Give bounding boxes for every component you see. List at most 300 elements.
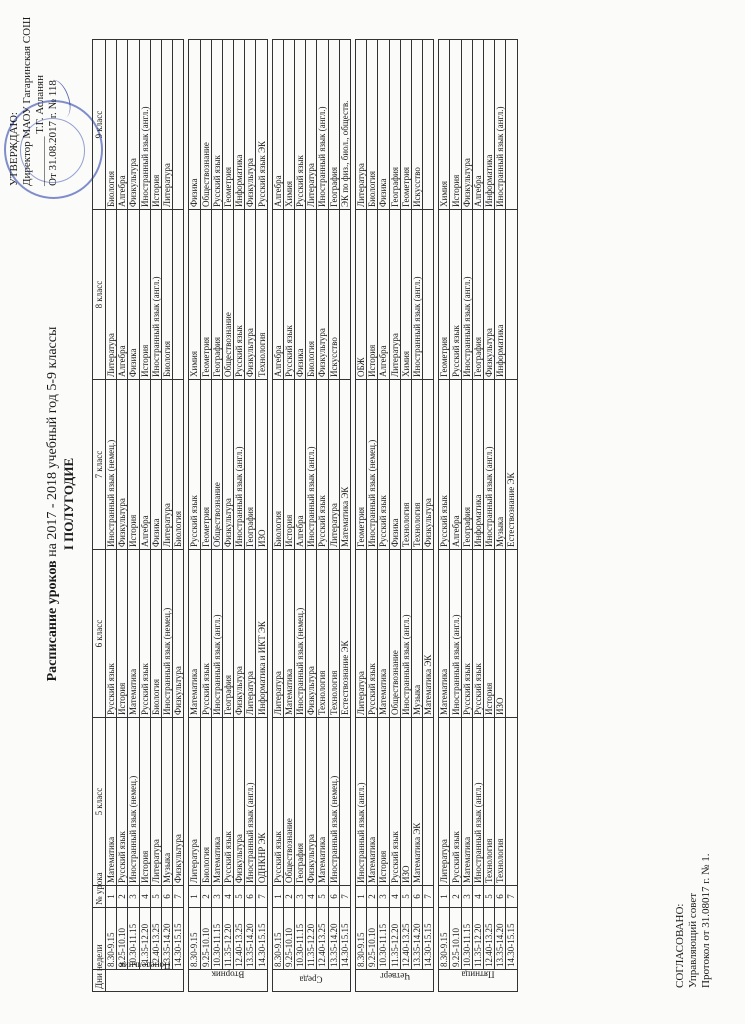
lesson-time: 12.40-13.25: [150, 908, 161, 970]
grade-5-subject: Русский язык: [389, 718, 400, 886]
lesson-time: 11.35-12.20: [139, 908, 150, 970]
grade-5-subject: Иностранный язык (англ.): [472, 718, 483, 886]
grade-5-subject: Технология: [484, 718, 495, 886]
grade-9-subject: Алгебра: [117, 40, 128, 210]
grade-7-subject: Русский язык: [317, 380, 328, 550]
table-row: [317, 40, 328, 992]
grade-8-subject: [506, 210, 517, 380]
grade-9-subject: Иностранный язык (англ.): [317, 40, 328, 210]
lesson-number: 2: [200, 886, 211, 908]
grade-9-subject: ЭК по физ., биол., обществ.: [339, 40, 350, 210]
grade-5-subject: Математика: [367, 718, 378, 886]
grade-9-subject: [423, 40, 434, 210]
grade-9-subject: Химия: [283, 40, 294, 210]
header-grade-7: 7 класс: [93, 380, 106, 550]
lesson-time: 14.30-15.15: [423, 908, 434, 970]
lesson-time: 10.30-11.15: [295, 908, 306, 970]
table-row: [161, 40, 172, 992]
grade-5-subject: Иностранный язык (немец.): [128, 718, 139, 886]
grade-7-subject: История: [128, 380, 139, 550]
grade-9-subject: Искусство: [411, 40, 422, 210]
grade-5-subject: Математика ЭК: [411, 718, 422, 886]
table-row: [367, 40, 378, 992]
table-row: [245, 40, 256, 992]
grade-7-subject: Иностранный язык (англ.): [306, 380, 317, 550]
grade-7-subject: Геометрия: [355, 380, 366, 550]
grade-8-subject: Искусство: [328, 210, 339, 380]
grade-6-subject: Русский язык: [139, 550, 150, 718]
grade-8-subject: [173, 210, 184, 380]
grade-8-subject: Физика: [128, 210, 139, 380]
lesson-time: 13.35-14.20: [328, 908, 339, 970]
table-row: [495, 40, 506, 992]
day-name: Пятница: [461, 969, 495, 980]
table-row: [117, 40, 128, 992]
grade-6-subject: Физкультура: [234, 550, 245, 718]
grade-5-subject: История: [378, 718, 389, 886]
grade-9-subject: Физкультура: [128, 40, 139, 210]
grade-5-subject: Обществознание: [283, 718, 294, 886]
lesson-time: 11.35-12.20: [389, 908, 400, 970]
grade-7-subject: Математика ЭК: [339, 380, 350, 550]
lesson-number: 1: [189, 886, 200, 908]
grade-6-subject: Математика: [283, 550, 294, 718]
grade-8-subject: Биология: [161, 210, 172, 380]
grade-9-subject: Алгебра: [472, 40, 483, 210]
grade-7-subject: Технология: [400, 380, 411, 550]
grade-7-subject: Русский язык: [439, 380, 450, 550]
grade-8-subject: Литература: [389, 210, 400, 380]
lesson-time: 14.30-15.15: [256, 908, 267, 970]
grade-6-subject: Естествознание ЭК: [339, 550, 350, 718]
grade-7-subject: История: [283, 380, 294, 550]
lesson-number: 3: [211, 886, 222, 908]
lesson-time: 14.30-15.15: [506, 908, 517, 970]
lesson-time: 8.30-9.15: [355, 908, 366, 970]
header-grade-5: 5 класс: [93, 718, 106, 886]
lesson-number: 1: [355, 886, 366, 908]
grade-9-subject: Обществознание: [200, 40, 211, 210]
grade-9-subject: География: [389, 40, 400, 210]
table-row: [461, 40, 472, 992]
grade-6-subject: Музыка: [411, 550, 422, 718]
table-row: [256, 40, 267, 992]
grade-8-subject: Алгебра: [378, 210, 389, 380]
table-row: [139, 40, 150, 992]
header-grade-8: 8 класс: [93, 210, 106, 380]
lesson-time: 13.35-14.20: [411, 908, 422, 970]
agreed-protocol: Протокол от 31.08017 г. № 1.: [700, 853, 712, 988]
grade-9-subject: Физика: [378, 40, 389, 210]
document-title: [45, 234, 77, 774]
grade-6-subject: Физкультура: [173, 550, 184, 718]
grade-8-subject: Химия: [189, 210, 200, 380]
grade-8-subject: [339, 210, 350, 380]
grade-5-subject: История: [139, 718, 150, 886]
table-row: [200, 40, 211, 992]
table-row: [484, 40, 495, 992]
grade-9-subject: География: [328, 40, 339, 210]
table-row: [355, 40, 366, 992]
grade-6-subject: Иностранный язык (англ.): [450, 550, 461, 718]
approved-block: [8, 17, 60, 186]
lesson-time: 9.25-10.10: [367, 908, 378, 970]
grade-9-subject: История: [450, 40, 461, 210]
grade-7-subject: Музыка: [495, 380, 506, 550]
day-name: Вторник: [211, 969, 245, 980]
grade-8-subject: [423, 210, 434, 380]
grade-6-subject: Иностранный язык (немец.): [295, 550, 306, 718]
grade-9-subject: Русский язык: [295, 40, 306, 210]
lesson-number: 7: [256, 886, 267, 908]
grade-6-subject: Русский язык: [200, 550, 211, 718]
agreed-council: Управляющий совет: [687, 892, 699, 988]
grade-5-subject: Русский язык: [117, 718, 128, 886]
grade-7-subject: Алгебра: [139, 380, 150, 550]
lesson-number: 5: [484, 886, 495, 908]
grade-5-subject: [339, 718, 350, 886]
grade-5-subject: Русский язык: [222, 718, 233, 886]
lesson-time: 10.30-11.15: [128, 908, 139, 970]
lesson-time: 11.35-12.20: [472, 908, 483, 970]
grade-9-subject: Иностранный язык (англ.): [495, 40, 506, 210]
grade-5-subject: Математика: [461, 718, 472, 886]
grade-7-subject: Физкультура: [222, 380, 233, 550]
lesson-number: 3: [461, 886, 472, 908]
grade-8-subject: Геометрия: [200, 210, 211, 380]
grade-6-subject: Технология: [328, 550, 339, 718]
grade-6-subject: География: [222, 550, 233, 718]
grade-6-subject: Русский язык: [367, 550, 378, 718]
lesson-time: 8.30-9.15: [106, 908, 117, 970]
semester-label: I ПОЛУГОДИЕ: [61, 457, 76, 551]
grade-8-subject: Физкультура: [484, 210, 495, 380]
grade-8-subject: Иностранный язык (англ.): [461, 210, 472, 380]
grade-6-subject: Русский язык: [106, 550, 117, 718]
grade-6-subject: Русский язык: [461, 550, 472, 718]
grade-7-subject: Иностранный язык (англ.): [234, 380, 245, 550]
approved-order: От 31.08.2017 г. № 118: [47, 80, 59, 186]
grade-8-subject: Русский язык: [234, 210, 245, 380]
grade-7-subject: Русский язык: [378, 380, 389, 550]
lesson-number: 6: [161, 886, 172, 908]
timetable: [92, 39, 518, 992]
grade-9-subject: Информатика: [484, 40, 495, 210]
grade-6-subject: Математика ЭК: [423, 550, 434, 718]
grade-8-subject: Информатика: [495, 210, 506, 380]
grade-9-subject: Литература: [161, 40, 172, 210]
grade-5-subject: Иностранный язык (немец.): [328, 718, 339, 886]
grade-9-subject: Литература: [306, 40, 317, 210]
grade-6-subject: История: [484, 550, 495, 718]
day-name-cell: [272, 970, 350, 992]
table-row: [106, 40, 117, 992]
lesson-time: 13.35-14.20: [495, 908, 506, 970]
grade-5-subject: Математика: [317, 718, 328, 886]
lesson-time: 12.40-13.25: [400, 908, 411, 970]
grade-6-subject: Математика: [378, 550, 389, 718]
day-name-cell: [439, 970, 517, 992]
lesson-time: 9.25-10.10: [283, 908, 294, 970]
grade-8-subject: История: [367, 210, 378, 380]
grade-6-subject: Обществознание: [389, 550, 400, 718]
grade-9-subject: Биология: [367, 40, 378, 210]
lesson-time: 9.25-10.10: [200, 908, 211, 970]
table-row: [295, 40, 306, 992]
grade-6-subject: Иностранный язык (англ.): [211, 550, 222, 718]
grade-5-subject: ИЗО: [400, 718, 411, 886]
grade-5-subject: Литература: [439, 718, 450, 886]
lesson-number: 7: [173, 886, 184, 908]
grade-5-subject: Русский язык: [450, 718, 461, 886]
grade-8-subject: Иностранный язык (англ.): [150, 210, 161, 380]
grade-6-subject: Литература: [245, 550, 256, 718]
table-row: [339, 40, 350, 992]
grade-9-subject: История: [150, 40, 161, 210]
grade-7-subject: Геометрия: [200, 380, 211, 550]
lesson-time: 11.35-12.20: [222, 908, 233, 970]
lesson-number: 1: [272, 886, 283, 908]
lesson-time: 12.40-13.25: [484, 908, 495, 970]
table-row: [189, 40, 200, 992]
grade-5-subject: Физкультура: [306, 718, 317, 886]
lesson-number: 4: [222, 886, 233, 908]
grade-9-subject: Биология: [106, 40, 117, 210]
lesson-number: 5: [234, 886, 245, 908]
lesson-number: 3: [295, 886, 306, 908]
grade-5-subject: ОДНКНР ЭК: [256, 718, 267, 886]
lesson-number: 7: [506, 886, 517, 908]
grade-6-subject: Математика: [128, 550, 139, 718]
lesson-number: 3: [378, 886, 389, 908]
grade-7-subject: География: [461, 380, 472, 550]
grade-5-subject: Математика: [106, 718, 117, 886]
agreed-block: [674, 853, 713, 988]
grade-7-subject: Литература: [328, 380, 339, 550]
title-prefix: Расписание уроков: [45, 560, 60, 682]
grade-7-subject: Алгебра: [450, 380, 461, 550]
grade-8-subject: Русский язык: [283, 210, 294, 380]
grade-7-subject: Биология: [272, 380, 283, 550]
table-row: [306, 40, 317, 992]
grade-5-subject: Иностранный язык (англ.): [245, 718, 256, 886]
lesson-time: 11.35-12.20: [306, 908, 317, 970]
grade-6-subject: Технология: [317, 550, 328, 718]
grade-9-subject: Химия: [439, 40, 450, 210]
grade-9-subject: Литература: [355, 40, 366, 210]
lesson-number: 6: [328, 886, 339, 908]
grade-8-subject: Иностранный язык (англ.): [411, 210, 422, 380]
grade-7-subject: Биология: [173, 380, 184, 550]
table-row: [506, 40, 517, 992]
lesson-number: 5: [317, 886, 328, 908]
grade-7-subject: География: [245, 380, 256, 550]
grade-7-subject: Физика: [389, 380, 400, 550]
grade-8-subject: Геометрия: [439, 210, 450, 380]
table-row: [378, 40, 389, 992]
grade-6-subject: История: [117, 550, 128, 718]
grade-9-subject: [173, 40, 184, 210]
grade-6-subject: Физкультура: [306, 550, 317, 718]
grade-7-subject: ИЗО: [256, 380, 267, 550]
lesson-time: 9.25-10.10: [450, 908, 461, 970]
grade-5-subject: Физкультура: [173, 718, 184, 886]
lesson-number: 4: [139, 886, 150, 908]
lesson-time: 10.30-11.15: [211, 908, 222, 970]
lesson-number: 2: [283, 886, 294, 908]
table-row: [423, 40, 434, 992]
grade-6-subject: [506, 550, 517, 718]
table-row: [389, 40, 400, 992]
grade-8-subject: Физика: [295, 210, 306, 380]
table-row: [211, 40, 222, 992]
grade-8-subject: Химия: [400, 210, 411, 380]
grade-7-subject: Естествознание ЭК: [506, 380, 517, 550]
lesson-number: 5: [150, 886, 161, 908]
lesson-time: 9.25-10.10: [117, 908, 128, 970]
agreed-heading: СОГЛАСОВАНО:: [674, 903, 686, 988]
grade-9-subject: Русский язык ЭК: [256, 40, 267, 210]
grade-9-subject: Физкультура: [245, 40, 256, 210]
day-name-cell: [355, 970, 433, 992]
grade-7-subject: Алгебра: [295, 380, 306, 550]
lesson-time: 14.30-15.15: [173, 908, 184, 970]
lesson-number: 7: [339, 886, 350, 908]
grade-5-subject: Биология: [200, 718, 211, 886]
lesson-time: 10.30-11.15: [378, 908, 389, 970]
lesson-number: 3: [128, 886, 139, 908]
table-row: [400, 40, 411, 992]
lesson-time: 8.30-9.15: [272, 908, 283, 970]
grade-8-subject: География: [472, 210, 483, 380]
grade-8-subject: Физкультура: [245, 210, 256, 380]
grade-8-subject: Физкультура: [317, 210, 328, 380]
grade-9-subject: Русский язык: [211, 40, 222, 210]
table-row: [328, 40, 339, 992]
grade-8-subject: Обществознание: [222, 210, 233, 380]
grade-5-subject: Математика: [211, 718, 222, 886]
grade-6-subject: Математика: [189, 550, 200, 718]
lesson-time: 13.35-14.20: [161, 908, 172, 970]
lesson-number: 2: [450, 886, 461, 908]
day-name: Четверг: [379, 970, 410, 981]
grade-7-subject: Физкультура: [423, 380, 434, 550]
lesson-time: 8.30-9.15: [189, 908, 200, 970]
header-days: Дни недели: [93, 970, 106, 992]
grade-6-subject: Иностранный язык (англ.): [400, 550, 411, 718]
grade-8-subject: Литература: [106, 210, 117, 380]
grade-9-subject: Физкультура: [461, 40, 472, 210]
grade-5-subject: Музыка: [161, 718, 172, 886]
grade-8-subject: Алгебра: [272, 210, 283, 380]
day-name-cell: [106, 960, 184, 992]
grade-8-subject: ОБЖ: [355, 210, 366, 380]
table-row: [439, 40, 450, 992]
grade-8-subject: География: [211, 210, 222, 380]
header-lesson-number: № урока: [93, 886, 106, 908]
grade-7-subject: Иностранный язык (немец.): [106, 380, 117, 550]
table-row: [472, 40, 483, 992]
approved-director: Директор МАОУ Гагаринская СОШ: [21, 16, 33, 186]
table-row: [150, 40, 161, 992]
lesson-number: 4: [389, 886, 400, 908]
grade-7-subject: Русский язык: [189, 380, 200, 550]
grade-9-subject: Геометрия: [222, 40, 233, 210]
grade-6-subject: Информатика и ИКТ ЭК: [256, 550, 267, 718]
grade-6-subject: Математика: [439, 550, 450, 718]
approved-signature-line: _________ Т.Г. Асланян: [34, 75, 46, 186]
grade-9-subject: Физика: [189, 40, 200, 210]
title-year: на 2017 - 2018 учебный год 5-9 классы: [45, 326, 60, 557]
grade-6-subject: Литература: [355, 550, 366, 718]
lesson-time: 12.40-13.25: [234, 908, 245, 970]
grade-9-subject: Геометрия: [400, 40, 411, 210]
grade-5-subject: [506, 718, 517, 886]
day-name: Среда: [299, 974, 323, 985]
lesson-time: 13.35-14.20: [245, 908, 256, 970]
table-row: [128, 40, 139, 992]
grade-7-subject: Физкультура: [117, 380, 128, 550]
lesson-number: 5: [400, 886, 411, 908]
lesson-time: 8.30-9.15: [439, 908, 450, 970]
grade-7-subject: Обществознание: [211, 380, 222, 550]
lesson-number: 2: [367, 886, 378, 908]
day-name: Понедельник: [119, 960, 171, 971]
approved-heading: УТВЕРЖДАЮ:: [8, 112, 20, 186]
grade-9-subject: Информатика: [234, 40, 245, 210]
lesson-number: 6: [495, 886, 506, 908]
grade-8-subject: История: [139, 210, 150, 380]
grade-5-subject: Физкультура: [234, 718, 245, 886]
grade-5-subject: Иностранный язык (англ.): [355, 718, 366, 886]
lesson-number: 1: [439, 886, 450, 908]
grade-6-subject: Иностранный язык (немец.): [161, 550, 172, 718]
grade-5-subject: Литература: [150, 718, 161, 886]
lesson-time: 10.30-11.15: [461, 908, 472, 970]
grade-5-subject: Технология: [495, 718, 506, 886]
grade-8-subject: Биология: [306, 210, 317, 380]
day-name-cell: [189, 970, 267, 992]
timetable-header: [93, 40, 106, 992]
grade-5-subject: Русский язык: [272, 718, 283, 886]
timetable-body: [106, 40, 518, 992]
grade-7-subject: Литература: [161, 380, 172, 550]
grade-6-subject: Русский язык: [472, 550, 483, 718]
table-row: [272, 40, 283, 992]
grade-9-subject: [506, 40, 517, 210]
lesson-number: 6: [245, 886, 256, 908]
table-row: [234, 40, 245, 992]
grade-6-subject: Биология: [150, 550, 161, 718]
grade-8-subject: Русский язык: [450, 210, 461, 380]
grade-6-subject: Литература: [272, 550, 283, 718]
table-row: [173, 40, 184, 992]
grade-7-subject: Иностранный язык (немец.): [367, 380, 378, 550]
grade-6-subject: ИЗО: [495, 550, 506, 718]
grade-7-subject: Информатика: [472, 380, 483, 550]
header-grade-9: 9 класс: [93, 40, 106, 210]
grade-7-subject: Физика: [150, 380, 161, 550]
table-row: [283, 40, 294, 992]
grade-9-subject: Иностранный язык (англ.): [139, 40, 150, 210]
lesson-time: 12.40-13.25: [317, 908, 328, 970]
lesson-number: 2: [117, 886, 128, 908]
grade-8-subject: Технология: [256, 210, 267, 380]
lesson-number: 4: [472, 886, 483, 908]
grade-8-subject: Алгебра: [117, 210, 128, 380]
lesson-number: 6: [411, 886, 422, 908]
grade-5-subject: Литература: [189, 718, 200, 886]
